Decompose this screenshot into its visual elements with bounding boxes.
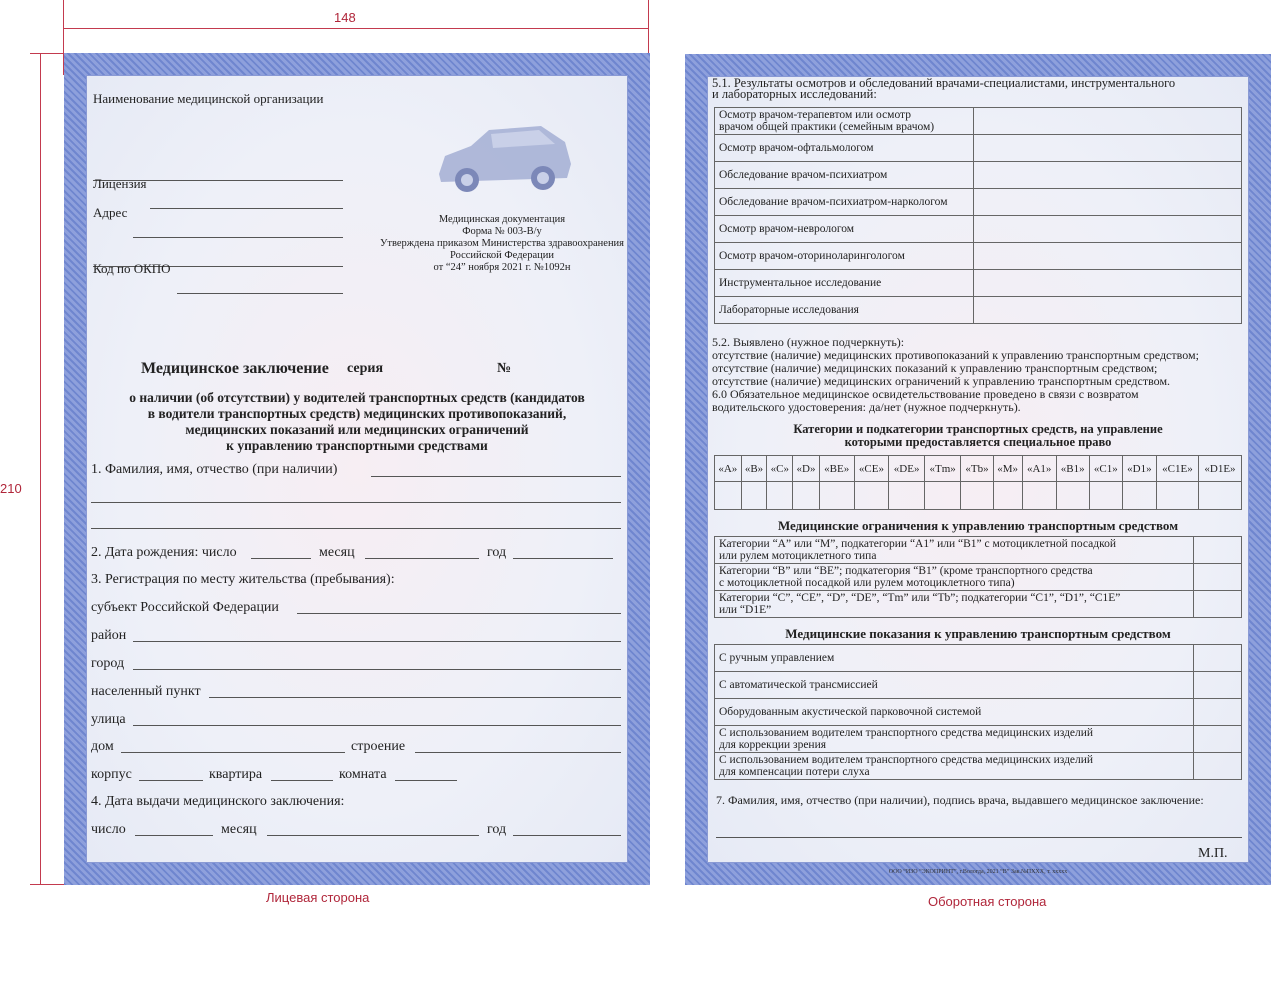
exam-text-line-1: Осмотр врачом-неврологом (719, 223, 855, 235)
category-header: «B» (741, 456, 767, 482)
subject-field[interactable] (297, 613, 621, 614)
license-label: Лицензия (93, 176, 147, 191)
exam-row (715, 135, 1242, 162)
category-header: «M» (993, 456, 1022, 482)
district-label: район (91, 628, 127, 643)
exam-text-line-2: врачом общей практики (семейным врачом) (719, 121, 935, 133)
doc-type-line-5: от “24” ноября 2021 г. №1092н (433, 262, 571, 273)
exam-result-cell[interactable] (974, 243, 1242, 270)
issue-date-label: 4. Дата выдачи медицинского заключения: (91, 794, 345, 809)
back-page (685, 54, 1271, 885)
name-field-label: 1. Фамилия, имя, отчество (при наличии) (91, 462, 338, 477)
birth-year-label: год (487, 545, 507, 560)
section-5-2-line-3: отсутствие (наличие) медицинских показаний к управлению транспортным средством; (712, 361, 1158, 375)
address-label: Адрес (93, 205, 128, 220)
exam-label-cell (715, 216, 974, 243)
okpo-label: Код по ОКПО (93, 261, 171, 276)
category-mark-cell[interactable] (1089, 482, 1122, 510)
category-mark-cell[interactable] (924, 482, 960, 510)
exam-row (715, 162, 1242, 189)
category-header: «D1E» (1198, 456, 1241, 482)
exam-text-line-1: Обследование врачом-психиатром-наркологом (719, 196, 948, 208)
exam-label-cell (715, 162, 974, 189)
indication-result-cell[interactable] (1194, 753, 1242, 780)
indication-row (715, 753, 1242, 780)
doc-type-line-3: Утверждена приказом Министерства здравоохранения (379, 238, 625, 249)
exam-label-cell (715, 189, 974, 216)
indication-label-cell (715, 699, 1194, 726)
apartment-field[interactable] (271, 780, 333, 781)
room-label: комната (339, 767, 387, 782)
name-field-line-3[interactable] (91, 528, 621, 529)
exam-label-cell (715, 135, 974, 162)
house-label: дом (91, 739, 114, 754)
category-mark-cell[interactable] (741, 482, 767, 510)
category-header: «C1» (1089, 456, 1122, 482)
restriction-row (715, 537, 1242, 564)
subject-label: субъект Российской Федерации (91, 600, 279, 615)
issue-day-label: число (91, 822, 126, 837)
categories-title-line-2: которыми предоставляется специальное право (844, 435, 1112, 449)
issue-month-label: месяц (221, 822, 257, 837)
room-field[interactable] (395, 780, 457, 781)
indication-row (715, 645, 1242, 672)
section-5-2-line-2: отсутствие (наличие) медицинских противопоказаний к управлению транспортным средством; (712, 348, 1199, 362)
exam-label-cell (715, 108, 974, 135)
indications-table (714, 644, 1242, 780)
category-header: «Tm» (924, 456, 960, 482)
exam-result-cell[interactable] (974, 297, 1242, 324)
name-field-line-2[interactable] (91, 502, 621, 503)
subtitle-line-3: медицинских показаний или медицинских ограничений (185, 422, 529, 437)
name-field-line[interactable] (371, 476, 621, 477)
birth-year-field[interactable] (513, 558, 613, 559)
indication-label-cell (715, 726, 1194, 753)
issue-year-label: год (487, 822, 507, 837)
indication-row (715, 699, 1242, 726)
doc-type-line-1: Медицинская документация (438, 214, 566, 225)
restriction-label-cell (715, 591, 1194, 618)
categories-table (714, 455, 1242, 510)
section-5-2-line-4: отсутствие (наличие) медицинских ограничений к управлению транспортным средством. (712, 374, 1171, 388)
issue-day-field[interactable] (135, 835, 213, 836)
section-5-1-line-2: и лабораторных исследований: (712, 87, 877, 101)
doc-type-line-4: Российской Федерации (450, 250, 554, 261)
indication-text-line-2: для коррекции зрения (719, 739, 827, 751)
exam-row (715, 270, 1242, 297)
section-5-2-line-1: 5.2. Выявлено (нужное подчеркнуть): (712, 335, 905, 349)
restriction-text-line-2: с мотоциклетной посадкой или рулем мотоциклетного типа) (719, 577, 1015, 589)
exam-text-line-1: Осмотр врачом-офтальмологом (719, 142, 874, 154)
exam-result-cell[interactable] (974, 135, 1242, 162)
section-7-label: 7. Фамилия, имя, отчество (при наличии), подпись врача, выдавшего медицинское заключение: (716, 793, 1204, 807)
street-field[interactable] (133, 725, 621, 726)
street-label: улица (91, 712, 126, 727)
building-label: строение (351, 739, 406, 754)
category-header: «CE» (854, 456, 889, 482)
indication-text-line-1: С использованием водителем транспортного средства медицинских изделий (719, 727, 1094, 739)
category-header: «D» (793, 456, 820, 482)
restriction-text-line-2: или “D1E” (719, 604, 772, 616)
restriction-text-line-1: Категории “B” или “BE”; подкатегория “B1” (кроме транспортного средства (719, 565, 1093, 577)
category-header: «C1E» (1156, 456, 1198, 482)
category-header: «C» (767, 456, 793, 482)
korpus-label: корпус (91, 767, 132, 782)
indication-label-cell (715, 753, 1194, 780)
exam-text-line-1: Осмотр врачом-терапевтом или осмотр (719, 109, 911, 121)
category-mark-cell[interactable] (1022, 482, 1056, 510)
subtitle-line-1: о наличии (об отсутствии) у водителей транспортных средств (кандидатов (129, 390, 585, 405)
exam-text-line-1: Инструментальное исследование (719, 277, 882, 289)
indication-result-cell[interactable] (1194, 699, 1242, 726)
house-field[interactable] (121, 752, 345, 753)
restrictions-title: Медицинские ограничения к управлению транспортным средством (777, 518, 1179, 533)
indication-result-cell[interactable] (1194, 645, 1242, 672)
exam-result-cell[interactable] (974, 189, 1242, 216)
category-header: «BE» (819, 456, 854, 482)
exam-text-line-1: Осмотр врачом-оториноларингологом (719, 250, 905, 262)
restriction-result-cell[interactable] (1194, 564, 1242, 591)
category-mark-cell[interactable] (961, 482, 993, 510)
doc-type-line-2: Форма № 003-В/у (462, 226, 542, 237)
exam-row (715, 189, 1242, 216)
indication-text-line-2: для компенсации потери слуха (719, 766, 870, 778)
restriction-row (715, 591, 1242, 618)
indication-label-cell (715, 645, 1194, 672)
exam-result-cell[interactable] (974, 108, 1242, 135)
back-caption: Оборотная сторона (928, 894, 1047, 909)
indication-text-line-1: С использованием водителем транспортного средства медицинских изделий (719, 754, 1094, 766)
section-6-line-2: водительского удостоверения: да/нет (нужное подчеркнуть). (712, 400, 1021, 414)
org-name-label: Наименование медицинской организации (93, 91, 324, 106)
exam-row (715, 243, 1242, 270)
subtitle-line-4: к управлению транспортными средствами (226, 438, 488, 453)
restriction-row (715, 564, 1242, 591)
apartment-label: квартира (209, 767, 263, 782)
indication-row (715, 726, 1242, 753)
section-5-1-line-1: 5.1. Результаты осмотров и обследований врачами-специалистами, инструментального (712, 76, 1176, 90)
indication-label-cell (715, 672, 1194, 699)
series-label: серия (347, 361, 384, 376)
birth-month-field[interactable] (365, 558, 479, 559)
category-header: «B1» (1056, 456, 1089, 482)
indication-text-line-1: С ручным управлением (719, 652, 835, 664)
category-mark-cell[interactable] (889, 482, 925, 510)
category-header: «Tb» (961, 456, 993, 482)
indication-text-line-1: Оборудованным акустической парковочной системой (719, 706, 982, 718)
category-mark-cell[interactable] (993, 482, 1022, 510)
category-header: «D1» (1122, 456, 1156, 482)
exam-result-cell[interactable] (974, 270, 1242, 297)
exam-text-line-1: Обследование врачом-психиатром (719, 169, 888, 181)
car-logo (431, 116, 579, 200)
restriction-result-cell[interactable] (1194, 591, 1242, 618)
exam-result-cell[interactable] (974, 216, 1242, 243)
issue-month-field[interactable] (267, 835, 479, 836)
subtitle-line-2: в водители транспортных средств) медицинских противопоказаний, (147, 406, 567, 421)
category-mark-cell[interactable] (1056, 482, 1089, 510)
category-mark-cell[interactable] (1122, 482, 1156, 510)
category-header: «A» (715, 456, 742, 482)
doctor-signature-line[interactable] (716, 837, 1242, 838)
exam-result-cell[interactable] (974, 162, 1242, 189)
categories-title-line-1: Категории и подкатегории транспортных средств, на управление (793, 422, 1163, 436)
category-mark-cell[interactable] (819, 482, 854, 510)
exam-label-cell (715, 270, 974, 297)
width-label: 148 (334, 10, 356, 25)
restriction-text-line-1: Категории “A” или “M”, подкатегории “A1” или “B1” с мотоциклетной посадкой (719, 538, 1116, 550)
restriction-label-cell (715, 564, 1194, 591)
category-mark-cell[interactable] (767, 482, 793, 510)
indications-title: Медицинские показания к управлению транспортным средством (785, 626, 1171, 641)
settlement-label: населенный пункт (91, 684, 201, 699)
settlement-field[interactable] (209, 697, 621, 698)
front-page (64, 53, 650, 885)
restriction-text-line-1: Категории “C”, “CE”, “D”, “DE”, “Tm” или “Tb”; подкатегории “C1”, “D1”, “C1E” (719, 592, 1121, 604)
exam-row (715, 216, 1242, 243)
height-label: 210 (0, 481, 22, 496)
front-caption: Лицевая сторона (266, 890, 370, 905)
restrictions-table (714, 536, 1242, 618)
category-mark-cell[interactable] (1198, 482, 1241, 510)
restriction-text-line-2: или рулем мотоциклетного типа (719, 550, 877, 562)
section-6-line-1: 6.0 Обязательное медицинское освидетельствование проведено в связи с возвратом (712, 387, 1139, 401)
birth-month-label: месяц (319, 545, 355, 560)
korpus-field[interactable] (139, 780, 203, 781)
city-field[interactable] (133, 669, 621, 670)
category-mark-cell[interactable] (854, 482, 889, 510)
exam-text-line-1: Лабораторные исследования (719, 304, 859, 316)
issue-year-field[interactable] (513, 835, 621, 836)
category-mark-cell[interactable] (793, 482, 820, 510)
category-header: «DE» (889, 456, 925, 482)
stamp-label: М.П. (1198, 846, 1228, 861)
exam-label-cell (715, 297, 974, 324)
exam-label-cell (715, 243, 974, 270)
district-field[interactable] (133, 641, 621, 642)
registration-label: 3. Регистрация по месту жительства (пребывания): (91, 572, 395, 587)
document-title: Медицинское заключение (141, 360, 329, 377)
number-label: № (497, 361, 512, 376)
indication-row (715, 672, 1242, 699)
indication-result-cell[interactable] (1194, 672, 1242, 699)
exam-row (715, 297, 1242, 324)
birth-date-label: 2. Дата рождения: число (91, 545, 237, 560)
category-mark-cell[interactable] (715, 482, 742, 510)
indication-result-cell[interactable] (1194, 726, 1242, 753)
exam-row (715, 108, 1242, 135)
exams-table (714, 107, 1242, 324)
indication-text-line-1: С автоматической трансмиссией (719, 679, 878, 691)
birth-day-field[interactable] (251, 558, 311, 559)
city-label: город (91, 656, 125, 671)
restriction-result-cell[interactable] (1194, 537, 1242, 564)
category-header: «A1» (1022, 456, 1056, 482)
building-field[interactable] (415, 752, 621, 753)
restriction-label-cell (715, 537, 1194, 564)
category-mark-cell[interactable] (1156, 482, 1198, 510)
printer-footer: ООО “ИЗО “ЭКОПРИНТ”, г.Вологда, 2021 “В” Зак.№ПХХХ, т. ххххх (888, 869, 1068, 875)
